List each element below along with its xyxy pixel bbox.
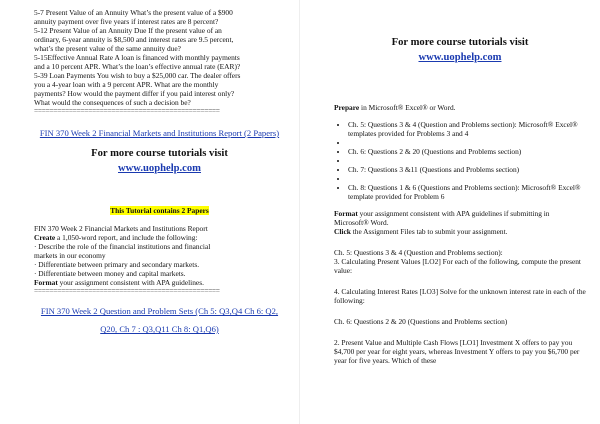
- format-bold: Format: [34, 278, 58, 287]
- problem-sets-link[interactable]: FIN 370 Week 2 Question and Problem Sets (Ch 5: Q3,Q4 Ch 6: Q2, Q20, Ch 7 : Q3,Q11 Ch 8: Q1,Q6): [40, 306, 279, 334]
- right-page: [300, 0, 600, 424]
- intro-line: annuity payment over five years if interest rates are 8 percent?: [34, 17, 219, 26]
- intro-questions: [34, 8, 285, 107]
- separator-line: ================================================: [34, 107, 220, 115]
- report-item: markets in our economy: [34, 251, 106, 260]
- intro-line: 5-15Effective Annual Rate A loan is financed with monthly payments: [34, 53, 240, 62]
- click-rest: the Assignment Files tab to submit your assignment.: [350, 227, 508, 236]
- tutorials-heading-right: For more course tutorials visit: [391, 37, 529, 48]
- chapter-list-item: • Ch. 8: Questions 1 & 6 (Questions and Problems section): Microsoft® Excel® template provided for Problem 6: [348, 183, 586, 201]
- report-item: · Differentiate between money and capital markets.: [34, 269, 186, 278]
- report-item: · Differentiate between primary and secondary markets.: [34, 260, 200, 269]
- format-bold-right: Format: [334, 209, 358, 218]
- question-2: 2. Present Value and Multiple Cash Flows [LO1] Investment X offers to pay you $4,700 per year for eight years, whereas Investment Y offers to pay you $6,700 per year for five years. Which of these: [334, 338, 580, 365]
- intro-line: What would the consequences of such a decision be?: [34, 98, 191, 107]
- website-link-right[interactable]: www.uophelp.com: [418, 52, 502, 63]
- chapter-list-item: • Ch. 6: Questions 2 & 20 (Questions and Problems section): [348, 147, 586, 156]
- question-4: 4. Calculating Interest Rates [LO3] Solve for the unknown interest rate in each of the following:: [334, 287, 586, 305]
- intro-line: payments? How would the payment differ if you paid interest only?: [34, 89, 235, 98]
- chapter-list-item: [348, 174, 586, 183]
- chapter-list-item: [348, 138, 586, 147]
- format-rest: your assignment consistent with APA guidelines.: [57, 278, 204, 287]
- prepare-bold: Prepare: [334, 103, 360, 112]
- chapter-list-item: • Ch. 5: Questions 3 & 4 (Question and Problems section): Microsoft® Excel® templates provided for Problems 3 and 4: [348, 120, 586, 138]
- report-items: [34, 242, 285, 278]
- intro-line: 5-12 Present Value of an Annuity Due If the present value of an: [34, 26, 222, 35]
- ch5-line: Ch. 5: Questions 3 & 4 (Question and Problems section):: [334, 248, 503, 257]
- intro-line: ordinary, 6-year annuity is $8,500 and interest rates are 9.5 percent,: [34, 35, 234, 44]
- create-line: [34, 233, 285, 242]
- click-line: [334, 227, 586, 236]
- click-bold: Click: [334, 227, 351, 236]
- format-line-right: [334, 209, 586, 227]
- prepare-line: [334, 103, 586, 112]
- ch6-line: Ch. 6: Questions 2 & 20 (Questions and Problems section): [334, 317, 508, 326]
- highlight-note: This Tutorial contains 2 Papers: [110, 206, 209, 215]
- intro-line: 5-7 Present Value of an Annuity What’s the present value of a $900: [34, 8, 233, 17]
- format-rest-right: your assignment consistent with APA guidelines if submitting in Microsoft® Word.: [334, 209, 550, 227]
- create-bold: Create: [34, 233, 56, 242]
- intro-line: you a 4-year loan with a 9 percent APR. What are the monthly: [34, 80, 219, 89]
- chapter-list-item: [348, 156, 586, 165]
- intro-line: what’s the present value of the same annuity due?: [34, 44, 181, 53]
- tutorials-heading: For more course tutorials visit: [91, 148, 228, 159]
- website-link[interactable]: www.uophelp.com: [118, 163, 201, 174]
- report-title: FIN 370 Week 2 Financial Markets and Institutions Report: [34, 224, 208, 233]
- intro-line: 5-39 Loan Payments You wish to buy a $25,000 car. The dealer offers: [34, 71, 241, 80]
- separator-line-2: ================================================: [34, 287, 220, 295]
- intro-line: and a 10 percent APR. What’s the loan’s effective annual rate (EAR)?: [34, 62, 241, 71]
- prepare-rest: in Microsoft® Excel® or Word.: [359, 103, 456, 112]
- create-rest: a 1,050-word report, and include the following:: [55, 233, 198, 242]
- report-item: · Describe the role of the financial institutions and financial: [34, 242, 211, 251]
- report-link[interactable]: FIN 370 Week 2 Financial Markets and Institutions Report (2 Papers): [39, 128, 280, 138]
- chapter-list-item: • Ch. 7: Questions 3 &11 (Questions and Problems section): [348, 165, 586, 174]
- format-line: [34, 278, 285, 287]
- chapter-list: [334, 120, 586, 201]
- question-3: 3. Calculating Present Values [LO2] For each of the following, compute the present value:: [334, 257, 581, 275]
